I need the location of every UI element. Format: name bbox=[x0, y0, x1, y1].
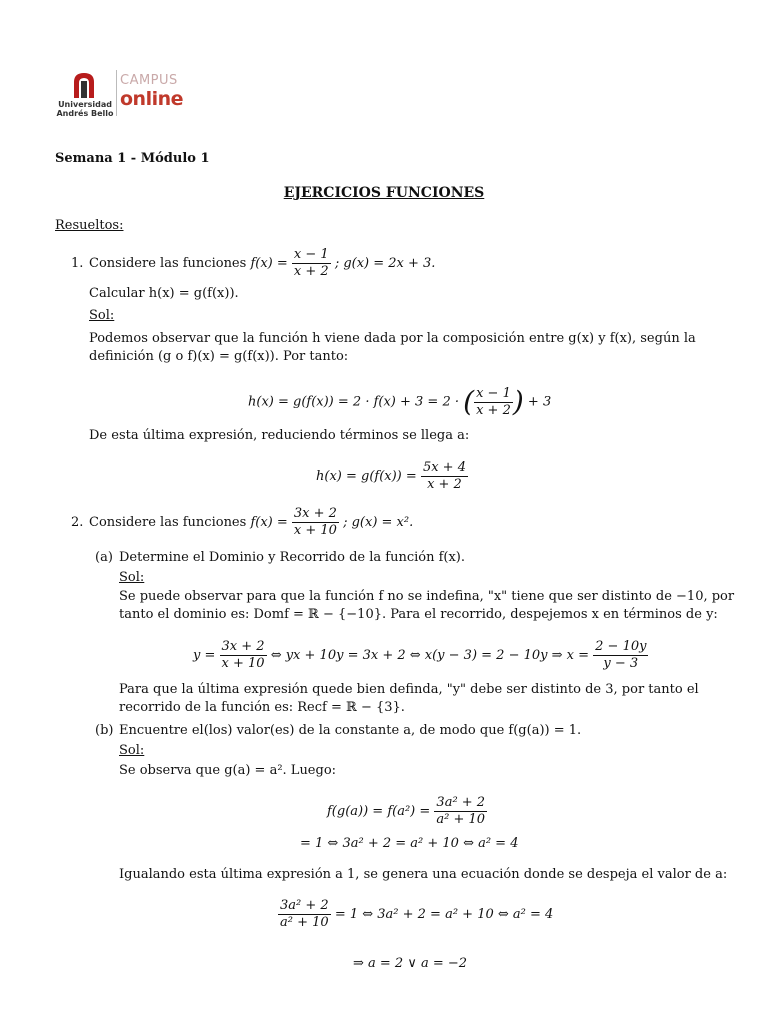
logo-online-text: online bbox=[120, 88, 184, 110]
ex2a-label: (a) bbox=[95, 550, 113, 565]
ex2-number: 2. bbox=[71, 515, 84, 530]
section-label: Resueltos: bbox=[55, 218, 124, 233]
ex2b-equation-1-line2: = 1 ⇔ 3a² + 2 = a² + 10 ⇔ a² = 4 bbox=[300, 836, 519, 851]
ex2a-equation: y = $\frac{3x + 2}{x + 10}$ ⇔ yx + 10y = 3x + 2 ⇔ x(y − 3) = 2 − 10y ⇒ x = $\frac{2 - 10y}{y - 3}$ bbox=[193, 639, 647, 671]
ex1-task: Calcular h(x) = g(f(x)). bbox=[89, 286, 239, 301]
ex2-f-fraction: $\frac{3x + 2}{x + 10}$ bbox=[293, 506, 337, 538]
ex1-sol-label: Sol: bbox=[89, 308, 115, 323]
ex2b-sol-label: Sol: bbox=[119, 743, 145, 758]
ex1-paragraph-1a: Podemos observar que la función h viene dada por la composición entre g(x) y f(x), según la bbox=[89, 331, 696, 346]
ex1-paragraph-2: De esta última expresión, reduciendo términos se llega a: bbox=[89, 428, 470, 443]
ex1-paragraph-1b: definición (g o f)(x) = g(f(x)). Por tanto: bbox=[89, 349, 349, 364]
university-crest-icon bbox=[68, 70, 100, 100]
ex2b-equation-3: ⇒ a = 2 ∨ a = −2 bbox=[353, 956, 468, 971]
ex2a-paragraph-2a: Para que la última expresión quede bien definda, "y" debe ser distinto de 3, por tanto el bbox=[119, 682, 699, 697]
logo-divider bbox=[116, 70, 117, 116]
ex2b-equation-1: f(g(a)) = f(a²) = $\frac{\text{3a² + 2}}{\text{a² + 10}}$ bbox=[327, 795, 486, 827]
ex1-f-fraction: $\frac{x - 1}{x + 2}$ bbox=[293, 247, 329, 279]
ex2b-task: Encuentre el(los) valor(es) de la constante a, de modo que f(g(a)) = 1. bbox=[119, 723, 582, 738]
ex1-equation-2: h(x) = g(f(x)) = $\frac{5x + 4}{x + 2}$ bbox=[316, 460, 466, 492]
ex2a-paragraph-1a: Se puede observar para que la función f no se indefina, "x" tiene que ser distinto de −10, por bbox=[119, 589, 735, 604]
ex2a-paragraph-1b: tanto el dominio es: Domf = ℝ − {−10}. Para el recorrido, despejemos x en términos de y: bbox=[119, 607, 718, 622]
ex2a-paragraph-2b: recorrido de la función es: Recf = ℝ − {3}. bbox=[119, 700, 405, 715]
page-title: EJERCICIOS FUNCIONES bbox=[283, 185, 485, 201]
ex2a-task: Determine el Dominio y Recorrido de la función f(x). bbox=[119, 550, 466, 565]
ex2a-sol-label: Sol: bbox=[119, 570, 145, 585]
ex2b-paragraph-2: Igualando esta última expresión a 1, se genera una ecuación donde se despeja el valor de a: bbox=[119, 867, 728, 882]
ex2b-equation-2: $\frac{\text{3a² + 2}}{\text{a² + 10}}$ = 1 ⇔ 3a² + 2 = a² + 10 ⇔ a² = 4 bbox=[280, 898, 554, 930]
university-name: Universidad Andrés Bello bbox=[56, 100, 114, 118]
ex1-number: 1. bbox=[71, 256, 84, 271]
ex1-statement: Considere las funciones f(x) = $\frac{x - 1}{x + 2}$ ; g(x) = 2x + 3. bbox=[89, 247, 436, 279]
ex2b-paragraph-1: Se observa que g(a) = a². Luego: bbox=[119, 763, 337, 778]
logo-campus-text: CAMPUS bbox=[120, 73, 178, 88]
week-module-label: Semana 1 - Módulo 1 bbox=[55, 151, 210, 166]
ex1-equation-1: h(x) = g(f(x)) = 2 · f(x) + 3 = 2 · ( $\frac{x - 1}{x + 2}$ ) + 3 bbox=[248, 385, 552, 418]
ex2-statement: Considere las funciones f(x) = $\frac{3x + 2}{x + 10}$ ; g(x) = x². bbox=[89, 506, 414, 538]
ex2b-label: (b) bbox=[95, 723, 114, 738]
